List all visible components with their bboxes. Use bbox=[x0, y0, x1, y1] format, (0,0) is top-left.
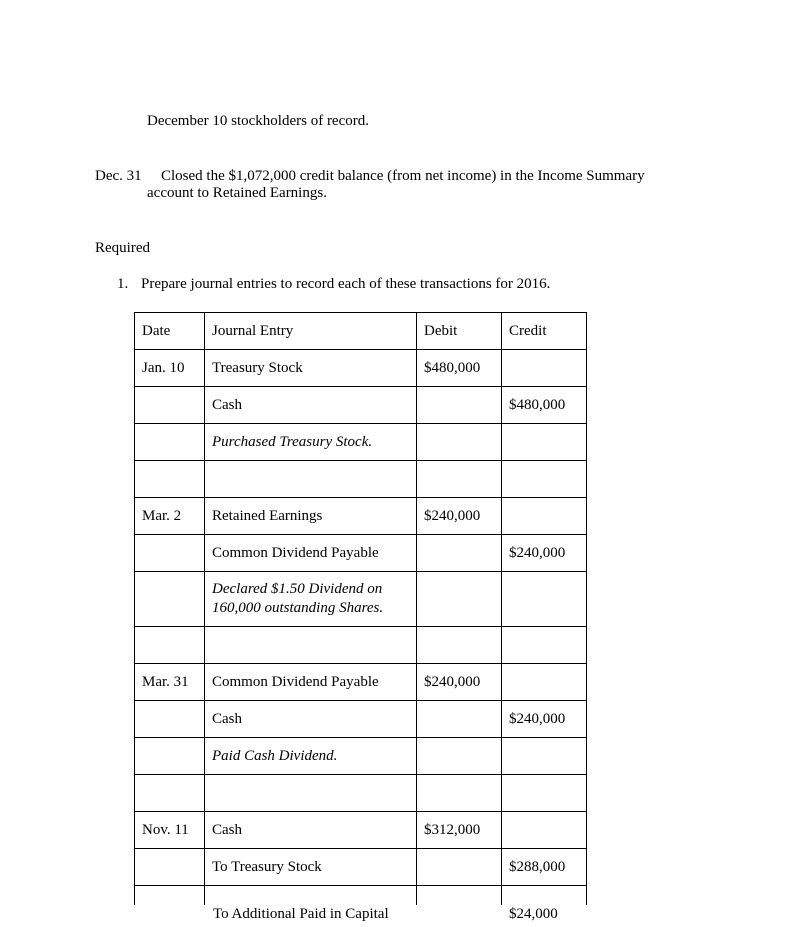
row-debit bbox=[417, 775, 502, 812]
row-date bbox=[135, 461, 205, 498]
row-credit bbox=[502, 461, 587, 498]
row-date: Jan. 10 bbox=[135, 350, 205, 387]
table-row-blank bbox=[135, 627, 587, 664]
table-row bbox=[135, 738, 587, 775]
row-date bbox=[135, 387, 205, 424]
required-item-text: Prepare journal entries to record each of these transactions for 2016. bbox=[141, 276, 551, 292]
required-item-number: 1. bbox=[117, 276, 129, 292]
row-credit bbox=[502, 775, 587, 812]
row-credit bbox=[502, 350, 587, 387]
row-debit bbox=[417, 387, 502, 424]
row-date bbox=[135, 424, 205, 461]
row-debit bbox=[417, 738, 502, 775]
row-entry bbox=[205, 627, 417, 664]
row-credit: $240,000 bbox=[502, 701, 587, 738]
row-date bbox=[135, 849, 205, 886]
intro-line: December 10 stockholders of record. bbox=[147, 113, 369, 129]
table-row bbox=[135, 701, 587, 738]
row-debit bbox=[417, 535, 502, 572]
row-date bbox=[135, 572, 205, 627]
row-date bbox=[135, 701, 205, 738]
row-date: Nov. 11 bbox=[135, 812, 205, 849]
row-credit bbox=[502, 424, 587, 461]
header-date: Date bbox=[135, 313, 205, 350]
row-entry: To Treasury Stock bbox=[205, 849, 417, 886]
row-date bbox=[135, 738, 205, 775]
row-entry-description bbox=[205, 572, 417, 627]
row-debit: $480,000 bbox=[417, 350, 502, 387]
row-debit bbox=[417, 424, 502, 461]
row-debit bbox=[417, 701, 502, 738]
row-entry: Common Dividend Payable bbox=[205, 664, 417, 701]
row-date: Mar. 31 bbox=[135, 664, 205, 701]
table-row-blank bbox=[135, 461, 587, 498]
row-credit bbox=[502, 572, 587, 627]
row-credit bbox=[502, 627, 587, 664]
table-row bbox=[135, 664, 587, 701]
row-credit bbox=[502, 498, 587, 535]
table-row bbox=[135, 387, 587, 424]
row-debit bbox=[417, 849, 502, 886]
row-debit bbox=[417, 461, 502, 498]
row-date: Mar. 2 bbox=[135, 498, 205, 535]
table-row bbox=[135, 849, 587, 886]
row-debit bbox=[417, 572, 502, 627]
table-row bbox=[135, 812, 587, 849]
row-credit: $288,000 bbox=[502, 849, 587, 886]
table-row bbox=[135, 350, 587, 387]
row-debit: $240,000 bbox=[417, 664, 502, 701]
row-entry: Cash bbox=[205, 701, 417, 738]
row-entry: Cash bbox=[205, 387, 417, 424]
row-credit bbox=[502, 812, 587, 849]
row-entry bbox=[205, 461, 417, 498]
row-debit bbox=[417, 627, 502, 664]
row-entry: Retained Earnings bbox=[205, 498, 417, 535]
row-entry bbox=[205, 775, 417, 812]
table-row bbox=[135, 498, 587, 535]
row-date bbox=[135, 627, 205, 664]
row-entry: Treasury Stock bbox=[205, 350, 417, 387]
header-debit: Debit bbox=[417, 313, 502, 350]
row-entry-description: Paid Cash Dividend. bbox=[205, 738, 417, 775]
dec31-date-label: Dec. 31 bbox=[95, 168, 142, 184]
header-credit: Credit bbox=[502, 313, 587, 350]
table-row bbox=[135, 572, 587, 627]
row-entry: Cash bbox=[205, 812, 417, 849]
row-credit bbox=[502, 738, 587, 775]
row-debit: $240,000 bbox=[417, 498, 502, 535]
table-header-row bbox=[135, 313, 587, 350]
description-line-1: Declared $1.50 Dividend on bbox=[212, 581, 383, 597]
table-row bbox=[135, 424, 587, 461]
table-row-blank bbox=[135, 775, 587, 812]
table-row bbox=[135, 535, 587, 572]
row-entry: Common Dividend Payable bbox=[205, 535, 417, 572]
dec31-text-line2: account to Retained Earnings. bbox=[147, 185, 327, 201]
description-line-2: 160,000 outstanding Shares. bbox=[212, 600, 384, 616]
required-heading: Required bbox=[95, 240, 150, 256]
row-credit bbox=[502, 664, 587, 701]
journal-entry-table bbox=[134, 312, 587, 923]
dec31-text-line1: Closed the $1,072,000 credit balance (from net income) in the Income Summary bbox=[161, 168, 645, 184]
row-credit: $240,000 bbox=[502, 535, 587, 572]
row-debit: $312,000 bbox=[417, 812, 502, 849]
row-entry-description: Purchased Treasury Stock. bbox=[205, 424, 417, 461]
row-credit: $480,000 bbox=[502, 387, 587, 424]
last-row-credit: $24,000 bbox=[509, 906, 558, 922]
last-row-entry: To Additional Paid in Capital bbox=[213, 906, 389, 922]
row-date bbox=[135, 535, 205, 572]
header-journal-entry: Journal Entry bbox=[205, 313, 417, 350]
row-date bbox=[135, 775, 205, 812]
page-cut-mask bbox=[0, 905, 800, 927]
